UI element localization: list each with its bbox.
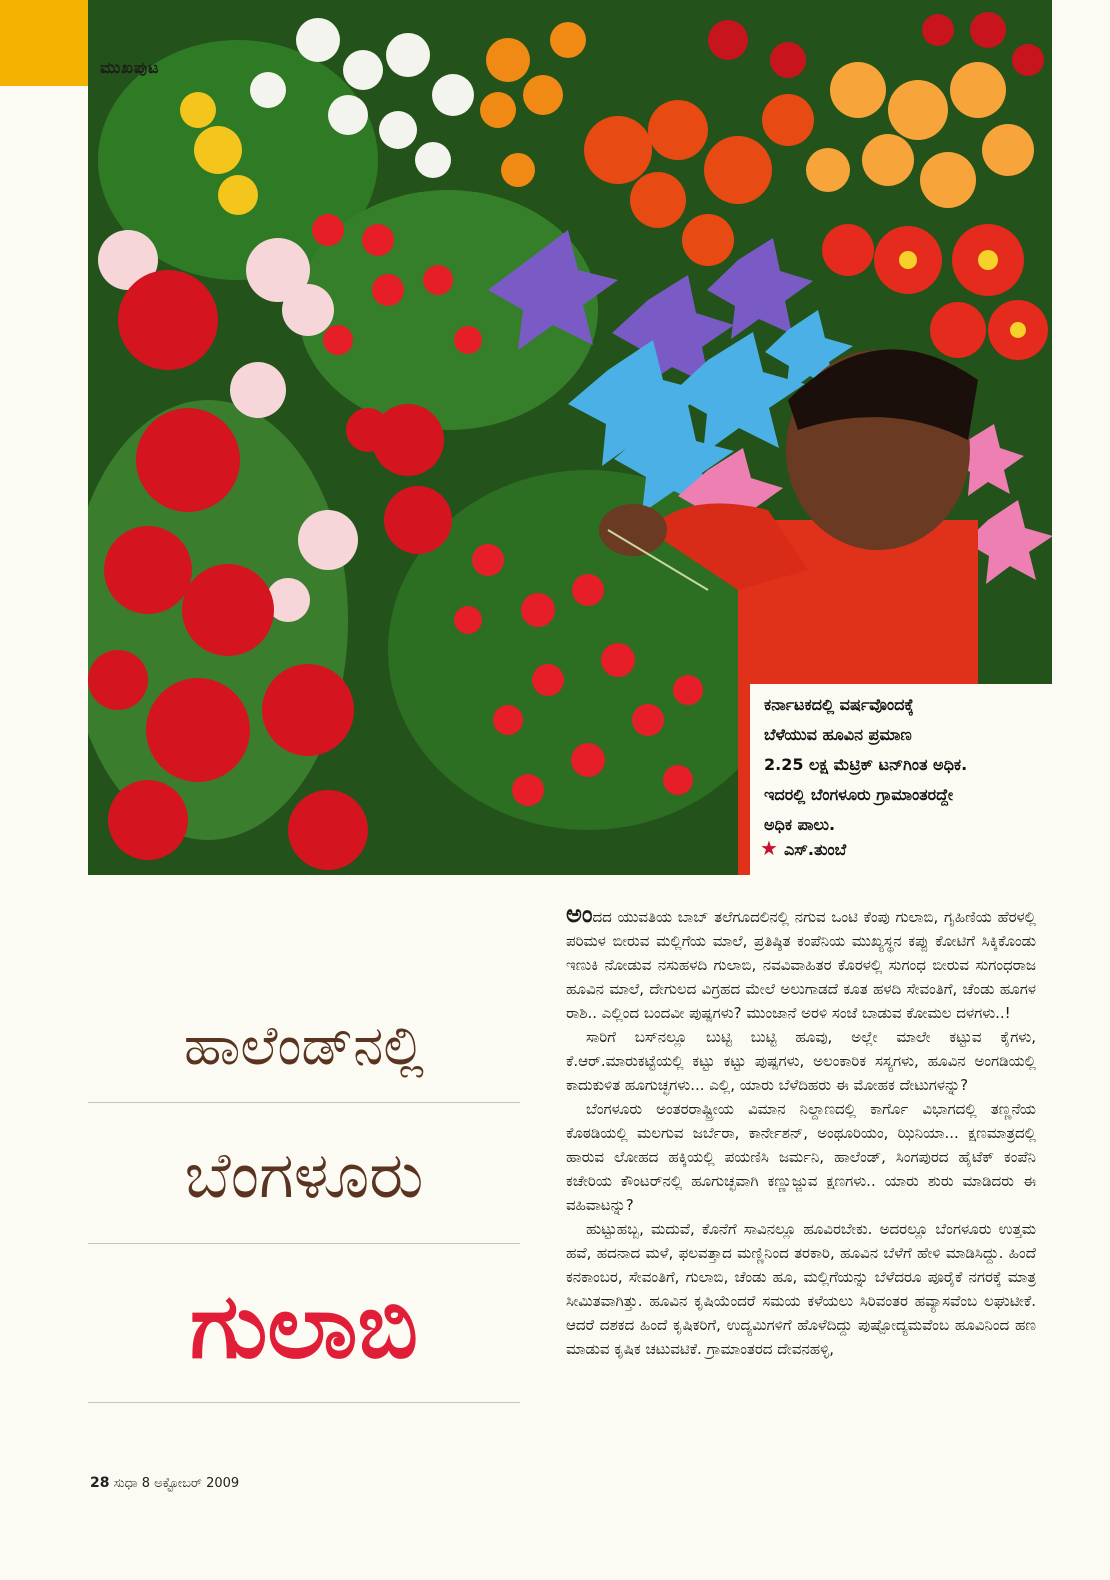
- photo-credit-name: ಎಸ್.ತುಂಬೆ: [783, 840, 847, 859]
- photo-caption: [750, 684, 1052, 875]
- caption-text: [764, 690, 1046, 840]
- title-line-2: ಬೆಂಗಳೂರು: [88, 1103, 520, 1244]
- star-icon: ★: [760, 836, 778, 860]
- paragraph-text: ದದ ಯುವತಿಯ ಬಾಬ್ ತಲೆಗೂದಲಿನಲ್ಲಿ ನಗುವ ಒಂಟಿ ಕೆಂಪು ಗುಲಾಬಿ, ಗೃಹಿಣಿಯ ಹೆರಳಲ್ಲಿ ಪರಿಮಳ ಬೀರುವ ಮಲ್ಲಿಗೆಯ ಮಾಲೆ, ಪ್ರತಿಷ್ಠಿತ ಕಂಪೆನಿಯ ಮುಖ್ಯಸ್ಥನ ಕಪ್ಪು ಕೋಟಿಗೆ ಸಿಕ್ಕಿಕೊಂಡು ಇಣುಕಿ ನೋಡುವ ನಸುಹಳದಿ ಗುಲಾಬಿ, ನವವಿವಾಹಿತರ ಕೊರಳಲ್ಲಿ ಸುಗಂಧ ಬೀರುವ ಸುಗಂಧರಾಜ ಹೂವಿನ ಮಾಲೆ, ದೇಗುಲದ ವಿಗ್ರಹದ ಮೇಲೆ ಅಲುಗಾಡದೆ ಕೂತ ಹಳದಿ ಸೇವಂತಿಗೆ, ಚೆಂಡು ಹೂಗಳ ರಾಶಿ.. ಎಲ್ಲಿಂದ ಬಂದವೀ ಪುಷ್ಪಗಳು? ಮುಂಜಾನೆ ಅರಳಿ ಸಂಜೆ ಬಾಡುವ ಕೋಮಲ ದಳಗಳು..!: [566, 908, 1036, 1022]
- caption-line: 2.25 ಲಕ್ಷ ಮೆಟ್ರಿಕ್ ಟನ್‌ಗಿಂತ ಅಧಿಕ.: [764, 755, 968, 774]
- article-paragraph: ಬೆಂಗಳೂರು ಅಂತರರಾಷ್ಟ್ರೀಯ ವಿಮಾನ ನಿಲ್ದಾಣದಲ್ಲಿ ಕಾರ್ಗೊ ವಿಭಾಗದಲ್ಲಿ ತಣ್ಣನೆಯ ಕೊಠಡಿಯಲ್ಲಿ ಮಲಗುವ ಜರ್ಬೆರಾ, ಕಾರ್ನೇಶನ್, ಅಂಥೂರಿಯಂ, ಝಿನಿಯಾ... ಕ್ಷಣಮಾತ್ರದಲ್ಲಿ ಹಾರುವ ಲೋಹದ ಹಕ್ಕಿಯಲ್ಲಿ ಪಯಣಿಸಿ ಜರ್ಮನಿ, ಹಾಲೆಂಡ್, ಸಿಂಗಪುರದ ಹೈಟೆಕ್ ಕಂಪೆನಿ ಕಚೇರಿಯ ಕೌಂಟರ್‌ನಲ್ಲಿ ಹೂಗುಚ್ಛವಾಗಿ ಕಣ್ಣುಜ್ಜುವ ಕ್ಷಣಗಳು.. ಯಾರು ಶುರು ಮಾಡಿದರು ಈ ವಹಿವಾಟನ್ನು?: [566, 1100, 1036, 1214]
- article-body: [566, 902, 1036, 1361]
- caption-line: ಅಧಿಕ ಪಾಲು.: [764, 815, 836, 834]
- title-line-3: ಗುಲಾಬಿ: [88, 1244, 520, 1403]
- article-title: [88, 990, 520, 1403]
- section-tag: ಮುಖಪುಟ: [100, 58, 160, 77]
- article-paragraph: [566, 902, 1036, 1025]
- cover-photo: [88, 0, 1052, 875]
- photo-credit: [760, 836, 846, 860]
- page-footer: [90, 1475, 239, 1491]
- article-paragraph: ಸಾರಿಗೆ ಬಸ್‌ನಲ್ಲೂ ಬುಟ್ಟಿ ಬುಟ್ಟಿ ಹೂವು, ಅಲ್ಲೇ ಮಾಲೇ ಕಟ್ಟುವ ಕೈಗಳು, ಕೆ.ಆರ್.ಮಾರುಕಟ್ಟೆಯಲ್ಲಿ ಕಟ್ಟು ಕಟ್ಟು ಪುಷ್ಪಗಳು, ಅಲಂಕಾರಿಕ ಸಸ್ಯಗಳು, ಹೂವಿನ ಅಂಗಡಿಯಲ್ಲಿ ಕಾದುಕುಳಿತ ಹೂಗುಚ್ಛಗಳು... ಎಲ್ಲಿ, ಯಾರು ಬೆಳೆದಿಹರು ಈ ಮೋಹಕ ದೇಟುಗಳನ್ನು?: [566, 1028, 1036, 1094]
- drop-cap: ಅಂ: [566, 900, 593, 928]
- title-line-1: ಹಾಲೆಂಡ್‌ನಲ್ಲಿ: [88, 990, 520, 1103]
- caption-line: ಇದರಲ್ಲಿ ಬೆಂಗಳೂರು ಗ್ರಾಮಾಂತರದ್ದೇ: [764, 785, 954, 804]
- publication-date: ಸುಧಾ 8 ಅಕ್ಟೋಬರ್ 2009: [113, 1476, 240, 1491]
- page-number: 28: [90, 1475, 110, 1491]
- caption-line: ಕರ್ನಾಟಕದಲ್ಲಿ ವರ್ಷವೊಂದಕ್ಕೆ: [764, 695, 914, 714]
- caption-line: ಬೆಳೆಯುವ ಹೂವಿನ ಪ್ರಮಾಣ: [764, 725, 912, 744]
- section-color-tab: [0, 0, 88, 86]
- article-paragraph: ಹುಟ್ಟುಹಬ್ಬ, ಮದುವೆ, ಕೊನೆಗೆ ಸಾವಿನಲ್ಲೂ ಹೂವಿರಬೇಕು. ಅದರಲ್ಲೂ ಬೆಂಗಳೂರು ಉತ್ತಮ ಹವೆ, ಹದನಾದ ಮಳೆ, ಫಲವತ್ತಾದ ಮಣ್ಣಿನಿಂದ ತರಕಾರಿ, ಹೂವಿನ ಬೆಳೆಗೆ ಹೇಳಿ ಮಾಡಿಸಿದ್ದು. ಹಿಂದೆ ಕನಕಾಂಬರ, ಸೇವಂತಿಗೆ, ಗುಲಾಬಿ, ಚೆಂಡು ಹೂ, ಮಲ್ಲಿಗೆಯನ್ನು ಬೆಳೆದರೂ ಪೂರೈಕೆ ನಗರಕ್ಕೆ ಮಾತ್ರ ಸೀಮಿತವಾಗಿತ್ತು. ಹೂವಿನ ಕೃಷಿಯೆಂದರೆ ಸಮಯ ಕಳೆಯಲು ಸಿರಿವಂತರ ಹವ್ಯಾಸವೆಂಬ ಲಘುಟೀಕೆ. ಆದರೆ ದಶಕದ ಹಿಂದೆ ಕೃಷಿಕರಿಗೆ, ಉದ್ಯಮಿಗಳಿಗೆ ಹೊಳೆದಿದ್ದು ಪುಷ್ಪೋದ್ಯಮವೆಂಬ ಹೂವಿನಿಂದ ಹಣ ಮಾಡುವ ಕೃಷಿಕ ಚಟುವಟಿಕೆ. ಗ್ರಾಮಾಂತರದ ದೇವನಹಳ್ಳಿ,: [566, 1220, 1036, 1358]
